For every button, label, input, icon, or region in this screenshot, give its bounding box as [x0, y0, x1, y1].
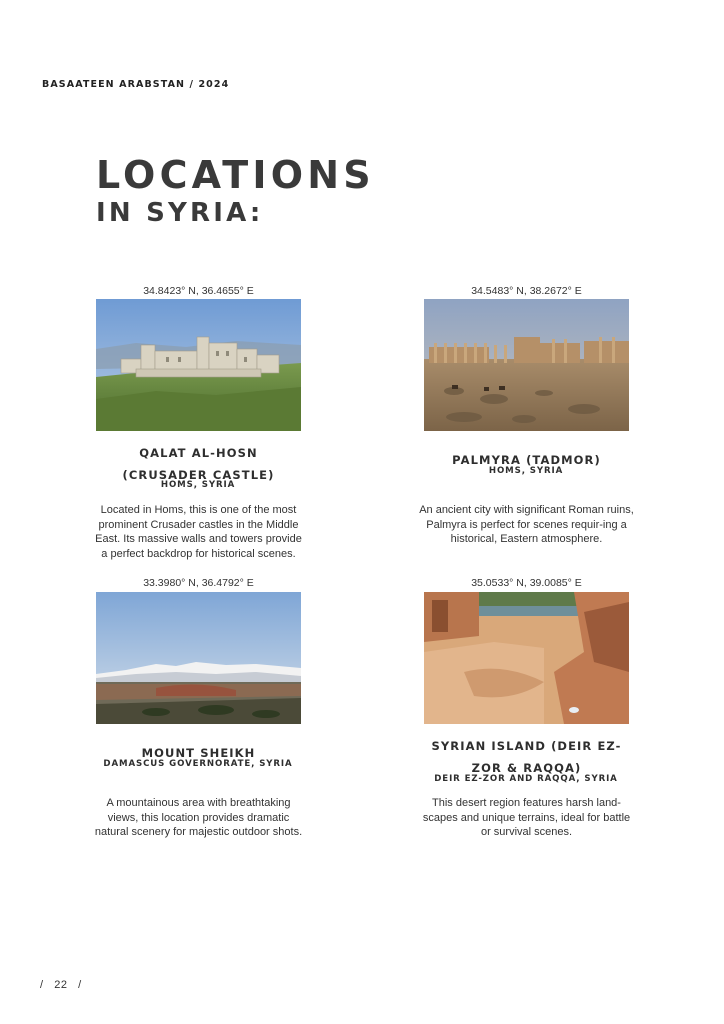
page-number: / 22 / — [40, 979, 82, 991]
location-name: SYRIAN ISLAND (DEIR EZ-ZOR & RAQQA) — [431, 739, 622, 775]
location-coordinates: 33.3980° N, 36.4792° E — [143, 577, 254, 589]
desert-ruins-photo — [424, 592, 629, 724]
location-description: A mountainous area with breathtaking views, this location provides dramatic natural scenery for majestic outdoor shots. — [94, 797, 303, 839]
location-name: QALAT AL-HOSN (CRUSADER CASTLE) — [122, 446, 275, 482]
location-region: HOMS, SYRIA — [488, 466, 564, 476]
location-coordinates: 34.5483° N, 38.2672° E — [471, 285, 582, 297]
location-description: An ancient city with significant Roman ruins, Palmyra is perfect for scenes requir-ing a historical, Eastern atmosphere. — [419, 504, 634, 546]
page-title-line-1: LOCATIONS — [96, 153, 375, 197]
location-name: PALMYRA (TADMOR) — [452, 453, 601, 467]
running-header: BASAATEEN ARABSTAN / 2024 — [42, 79, 230, 90]
castle-photo — [96, 299, 301, 431]
palmyra-ruins-photo — [424, 299, 629, 431]
location-region: DAMASCUS GOVERNORATE, SYRIA — [103, 759, 293, 769]
location-coordinates: 34.8423° N, 36.4655° E — [143, 285, 254, 297]
location-description: This desert region features harsh land-scapes and unique terrains, ideal for battle or survival scenes. — [422, 797, 631, 839]
page-title-line-2: IN SYRIA: — [96, 198, 264, 228]
mount-sheikh-photo — [96, 592, 301, 724]
location-description: Located in Homs, this is one of the most prominent Crusader castles in the Middle East. Its massive walls and towers provide a perfect backdrop for historical scenes. — [95, 504, 302, 560]
location-region: HOMS, SYRIA — [160, 480, 236, 490]
location-name: MOUNT SHEIKH — [141, 746, 256, 760]
location-coordinates: 35.0533° N, 39.0085° E — [471, 577, 582, 589]
location-region: DEIR EZ-ZOR AND RAQQA, SYRIA — [434, 774, 618, 784]
